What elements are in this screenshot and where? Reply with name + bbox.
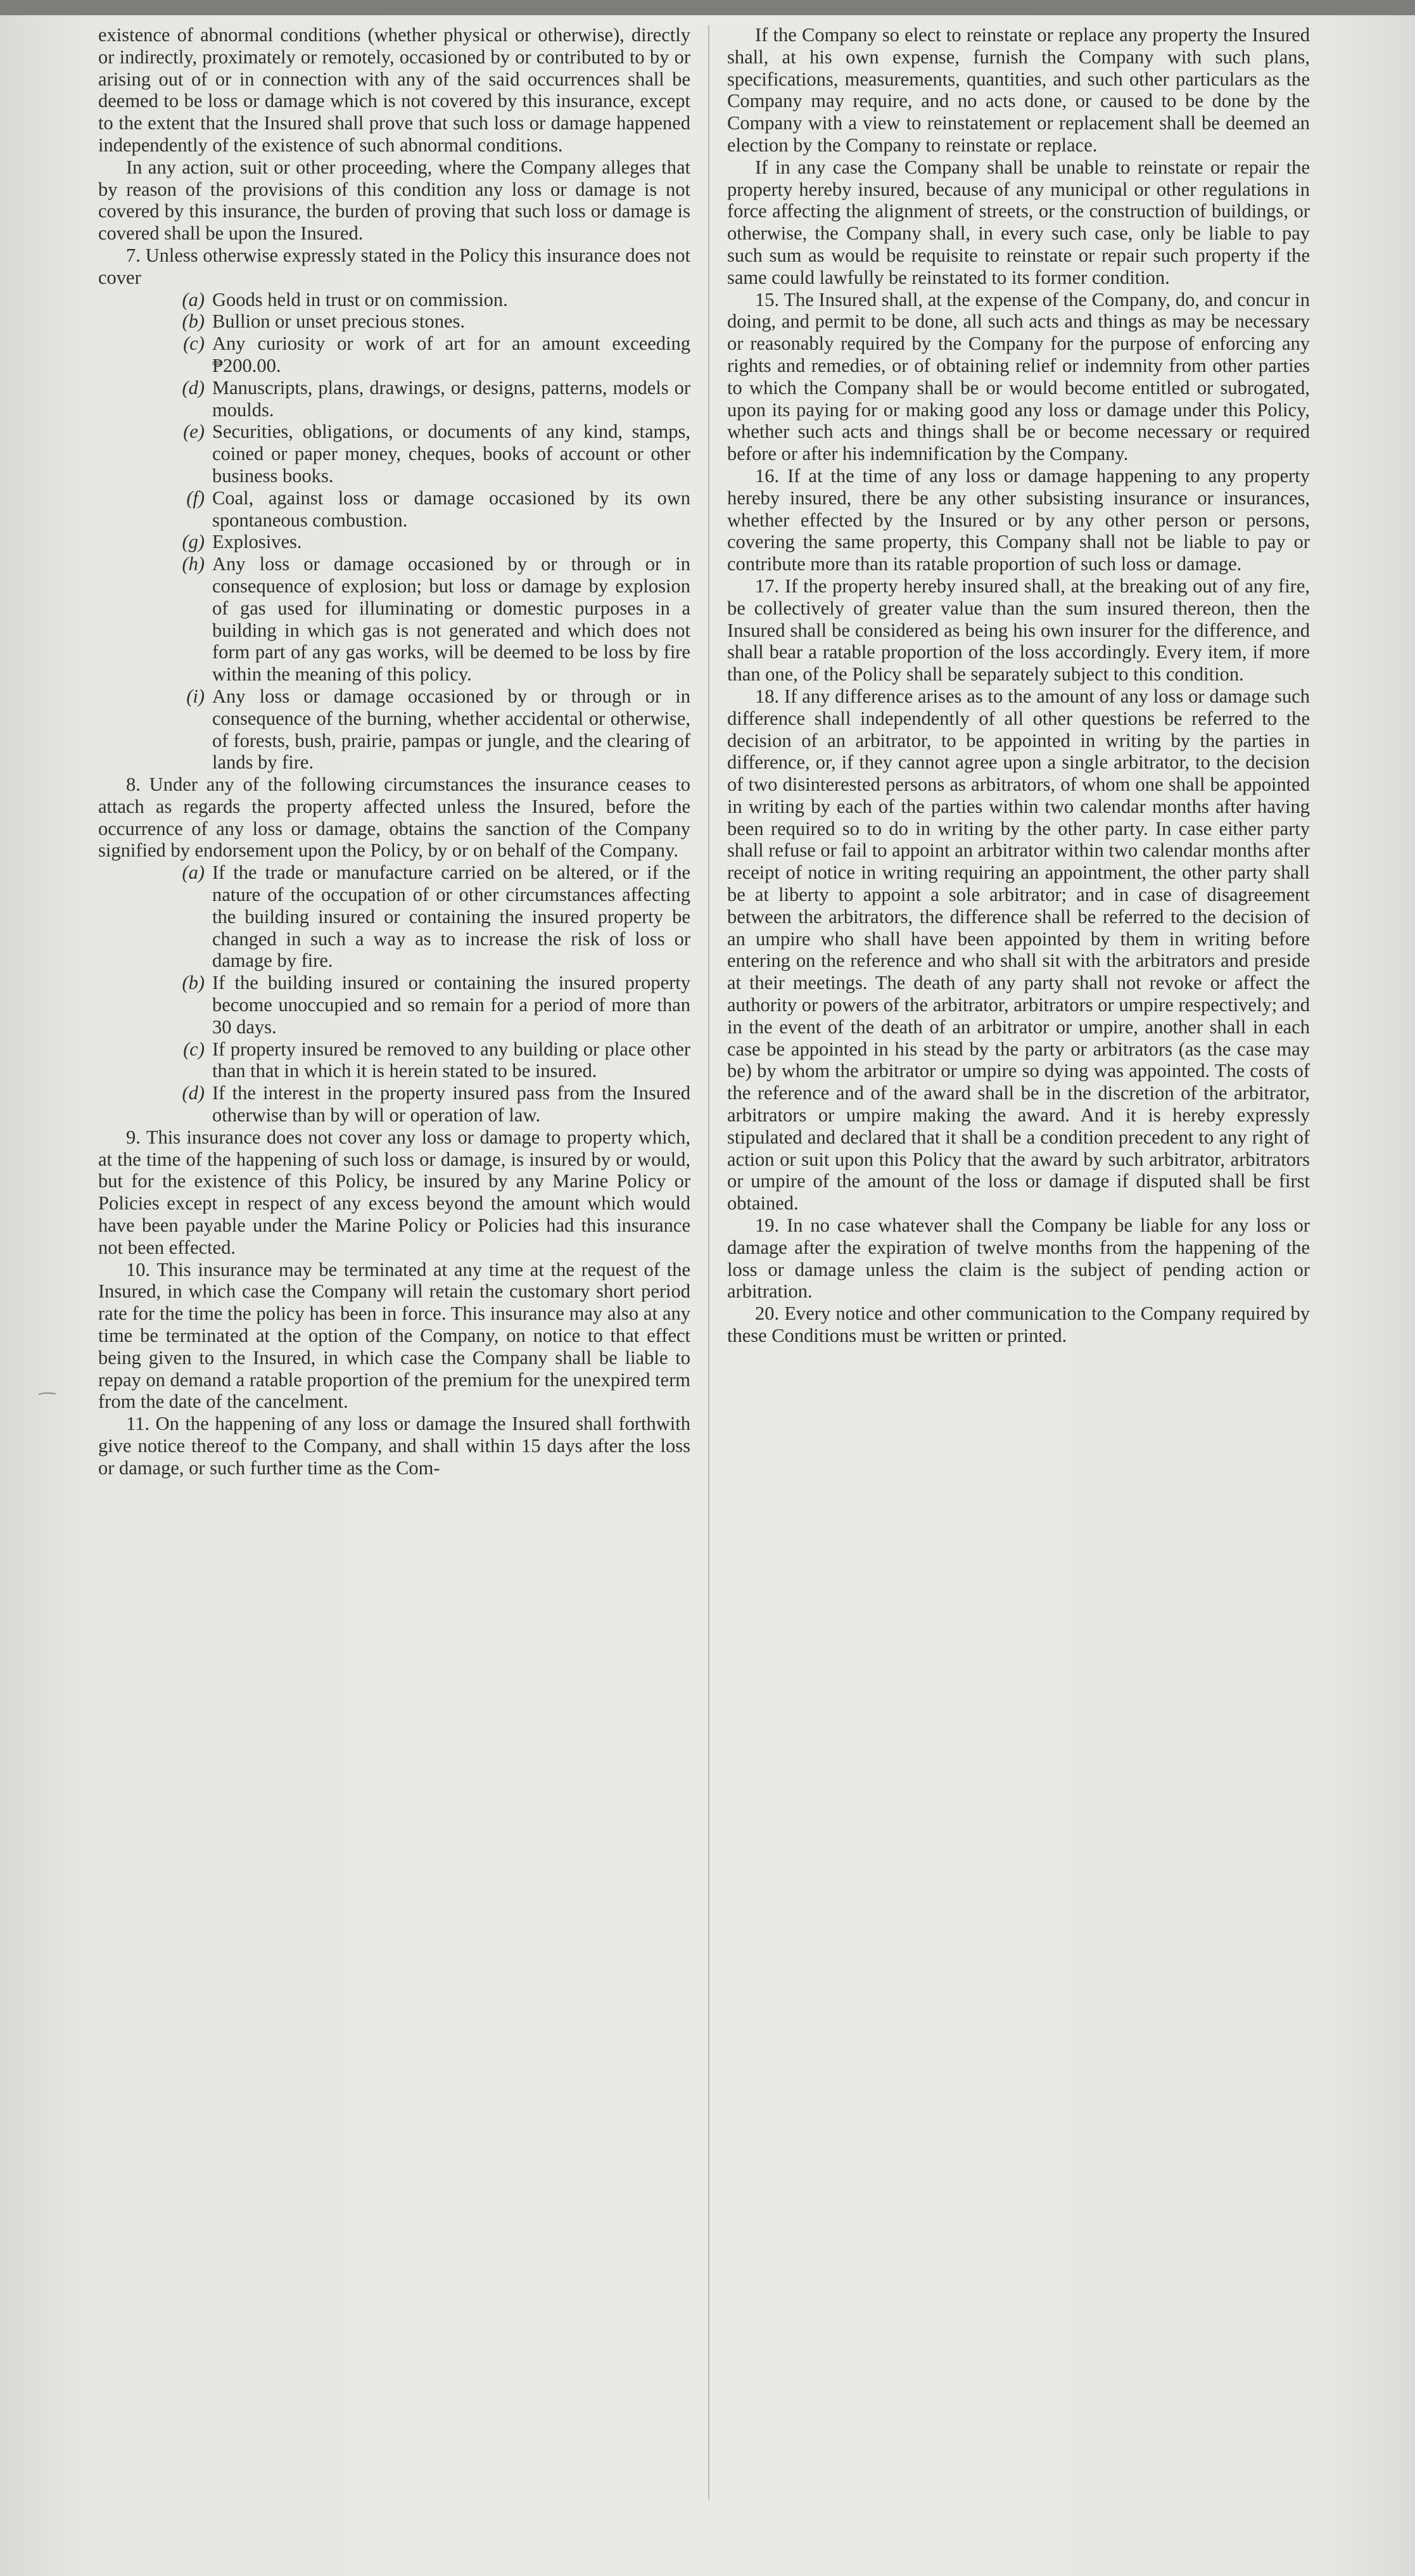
item-text: Goods held in trust or on commission. bbox=[212, 288, 508, 310]
item-label: (f) bbox=[186, 487, 205, 509]
exclusion-item bbox=[98, 289, 690, 311]
scan-top-edge bbox=[0, 0, 1415, 15]
column-divider bbox=[708, 25, 709, 2499]
circumstance-item bbox=[98, 972, 690, 1038]
condition-7-exclusions bbox=[98, 289, 690, 774]
exclusion-item bbox=[98, 685, 690, 774]
item-label: (c) bbox=[183, 1038, 205, 1060]
circumstance-item bbox=[98, 1038, 690, 1083]
exclusion-item bbox=[98, 377, 690, 421]
burden-of-proof-paragraph: In any action, suit or other proceeding, where the Company alleges that by reason of the provisions of this condition any loss or damage is not covered by this insurance, the burden of proving that such loss or damage is covered shall be upon the Insured. bbox=[98, 156, 690, 245]
item-label: (c) bbox=[183, 333, 205, 355]
item-label: (a) bbox=[182, 862, 205, 884]
condition-9: 9. This insurance does not cover any loss or damage to property which, at the time of the happening of such loss or damage, is insured by or would, but for the existence of this Policy, be insured by any Marine Policy or Policies except in respect of any excess beyond the amount which would have been payable under the Marine Policy or Policies had this insurance not been effected. bbox=[98, 1126, 690, 1258]
item-text: If the building insured or containing the insured property become unoccupied and so remain for a period of more than 30 days. bbox=[212, 972, 690, 1038]
item-text: Any loss or damage occasioned by or through or in consequence of the burning, whether accidental or otherwise, of forests, bush, prairie, pampas or jungle, and the clearing of lands by fire. bbox=[212, 685, 690, 774]
item-text: Manuscripts, plans, drawings, or designs, patterns, models or moulds. bbox=[212, 376, 690, 421]
exclusion-item bbox=[98, 333, 690, 377]
condition-8-circumstances bbox=[98, 862, 690, 1126]
item-label: (d) bbox=[182, 376, 205, 399]
condition-15: 15. The Insured shall, at the expense of the Company, do, and concur in doing, and permit to be done, all such acts and things as may be necessary or reasonably required by the Company for the purpose of enforcing any rights and remedies, or of obtaining relief or indemnity from other parties to which the Company shall be or would become entitled or subrogated, upon its paying for or making good any loss or damage under this Policy, whether such acts and things shall be or become necessary or required before or after his indemnification by the Company. bbox=[727, 288, 1310, 465]
condition-17: 17. If the property hereby insured shall, at the breaking out of any fire, be collectively of greater value than the sum insured thereon, then the Insured shall be considered as being his own insurer for the difference, and shall bear a ratable proportion of the loss accordingly. Every item, if more than one, of the Policy shall be separately subject to this condition. bbox=[727, 575, 1310, 685]
item-label: (h) bbox=[182, 553, 205, 575]
abnormal-conditions-paragraph: existence of abnormal conditions (whether physical or otherwise), directly or indirectly, proximately or remotely, occasioned by or contributed to by or arising out of or in connection with any of the said occurrences shall be deemed to be loss or damage which is not covered by this insurance, except to the extent that the Insured shall prove that such loss or damage happened independently of the existence of such abnormal conditions. bbox=[98, 24, 690, 156]
exclusion-item bbox=[98, 310, 690, 333]
circumstance-item bbox=[98, 862, 690, 972]
item-text: If the interest in the property insured pass from the Insured otherwise than by will or operation of law. bbox=[212, 1082, 690, 1126]
item-label: (b) bbox=[182, 972, 205, 994]
item-label: (i) bbox=[186, 685, 205, 707]
stray-pen-mark bbox=[38, 1391, 57, 1397]
item-label: (b) bbox=[182, 310, 205, 333]
item-label: (e) bbox=[183, 421, 205, 443]
circumstance-item bbox=[98, 1082, 690, 1126]
reinstatement-paragraph: If the Company so elect to reinstate or replace any property the Insured shall, at his own expense, furnish the Company with such plans, specifications, measurements, quantities, and such other particulars as the Company may require, and no acts done, or caused to be done by the Company with a view to reinstatement or replacement shall be deemed an election by the Company to reinstate or replace. bbox=[727, 24, 1310, 156]
exclusion-item bbox=[98, 487, 690, 532]
item-text: Any loss or damage occasioned by or through or in consequence of explosion; but loss or damage by explosion of gas used for illuminating or domestic purposes in a building in which gas is not generated and which does not form part of any gas works, will be deemed to be loss by fire within the meaning of this policy. bbox=[212, 553, 690, 685]
item-text: If property insured be removed to any building or place other than that in which it is herein stated to be insured. bbox=[212, 1038, 690, 1082]
left-column bbox=[98, 24, 690, 2533]
condition-11: 11. On the happening of any loss or damage the Insured shall forthwith give notice thereof to the Company, and shall within 15 days after the loss or damage, or such further time as the Com- bbox=[98, 1413, 690, 1479]
item-text: Securities, obligations, or documents of any kind, stamps, coined or paper money, cheques, books of account or other business books. bbox=[212, 421, 690, 487]
condition-16: 16. If at the time of any loss or damage happening to any property hereby insured, there be any other subsisting insurance or insurances, whether effected by the Insured or by any other person or persons, covering the same property, this Company shall not be liable to pay or contribute more than its ratable proportion of such loss or damage. bbox=[727, 464, 1310, 575]
unable-to-reinstate-paragraph: If in any case the Company shall be unable to reinstate or repair the property hereby insured, because of any municipal or other regulations in force affecting the alignment of streets, or the construction of buildings, or otherwise, the Company shall, in every such case, only be liable to pay such sum as would be requisite to reinstate or repair such property if the same could lawfully be reinstated to its former condition. bbox=[727, 156, 1310, 288]
right-column bbox=[727, 24, 1310, 2533]
condition-20: 20. Every notice and other communication to the Company required by these Conditions must be written or printed. bbox=[727, 1303, 1310, 1347]
item-text: Coal, against loss or damage occasioned by its own spontaneous combustion. bbox=[212, 487, 690, 531]
exclusion-item bbox=[98, 421, 690, 487]
condition-10: 10. This insurance may be terminated at any time at the request of the Insured, in which case the Company will retain the customary short period rate for the time the policy has been in force. This insurance may also at any time be terminated at the option of the Company, on notice to that effect being given to the Insured, in which case the Company shall be liable to repay on demand a ratable proportion of the premium for the unexpired term from the date of the cancelment. bbox=[98, 1258, 690, 1413]
exclusion-item bbox=[98, 531, 690, 553]
item-label: (d) bbox=[182, 1082, 205, 1104]
condition-18: 18. If any difference arises as to the amount of any loss or damage such difference shall independently of all other questions be referred to the decision of an arbitrator, to be appointed in writing by the parties in difference, or, if they cannot agree upon a single arbitrator, to the decision of two disinterested persons as arbitrators, of whom one shall be appointed in writing by each of the parties within two calendar months after having been required so to do in writing by the other party. In case either party shall refuse or fail to appoint an arbitrator within two calendar months after receipt of notice in writing requiring an appointment, the other party shall be at liberty to appoint a sole arbitrator; and in case of disagreement between the arbitrators, the difference shall be referred to the decision of an umpire who shall have been appointed by them in writing before entering on the reference and who shall sit with the arbitrators and preside at their meetings. The death of any party shall not revoke or affect the authority or powers of the arbitrator, arbitrators or umpire respectively; and in the event of the death of an arbitrator or umpire, another shall in each case be appointed in his stead by the party or arbitrators (as the case may be) by whom the arbitrator or umpire so dying was appointed. The costs of the reference and of the award shall be in the discretion of the arbitrator, arbitrators or umpire making the award. And it is hereby expressly stipulated and declared that it shall be a condition precedent to any right of action or suit upon this Policy that the award by such arbitrator, arbitrators or umpire of the amount of the loss or damage if disputed shall be first obtained. bbox=[727, 685, 1310, 1215]
condition-8-intro: 8. Under any of the following circumstances the insurance ceases to attach as regards the property affected unless the Insured, before the occurrence of any loss or damage, obtains the sanction of the Company signified by endorsement upon the Policy, by or on behalf of the Company. bbox=[98, 774, 690, 862]
item-label: (g) bbox=[182, 531, 205, 553]
item-text: Bullion or unset precious stones. bbox=[212, 310, 466, 333]
item-text: If the trade or manufacture carried on be altered, or if the nature of the occupation of or other circumstances affecting the building insured or containing the insured property be changed in such a way as to increase the risk of loss or damage by fire. bbox=[212, 862, 690, 972]
condition-19: 19. In no case whatever shall the Company be liable for any loss or damage after the expiration of twelve months from the happening of the loss or damage unless the claim is the subject of pending action or arbitration. bbox=[727, 1215, 1310, 1303]
item-text: Any curiosity or work of art for an amount exceeding ₱200.00. bbox=[212, 333, 690, 376]
item-label: (a) bbox=[182, 288, 205, 310]
exclusion-item bbox=[98, 553, 690, 685]
item-text: Explosives. bbox=[212, 531, 302, 553]
condition-7-intro: 7. Unless otherwise expressly stated in the Policy this insurance does not cover bbox=[98, 244, 690, 288]
